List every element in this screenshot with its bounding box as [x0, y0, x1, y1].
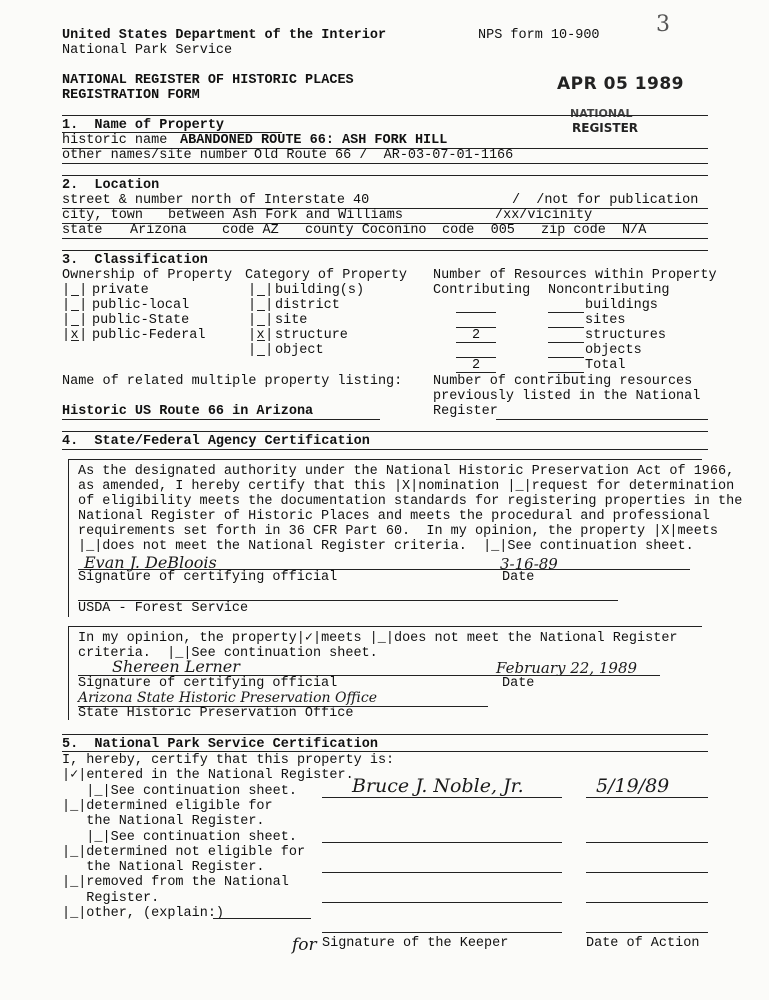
form-title: REGISTRATION FORM	[62, 88, 200, 103]
ownership-option: public-State	[92, 313, 190, 328]
city-value: between Ash Fork and Williams	[168, 208, 403, 223]
action-date: 5/19/89	[596, 775, 670, 797]
action-label: Date of Action	[586, 936, 700, 951]
ownership-option: public-local	[92, 298, 190, 313]
section-4-rule	[62, 431, 708, 432]
category-checkbox: | |	[248, 298, 274, 313]
checkbox-underline	[71, 310, 79, 311]
office-label: State Historic Preservation Office	[78, 706, 354, 721]
nps-line: |_|other, (explain:)	[62, 906, 225, 921]
contributing-blank	[456, 372, 496, 373]
certifying-signature-1: Evan J. DeBloois	[84, 553, 217, 572]
category-heading: Category of Property	[245, 268, 408, 283]
nps-line: |✓|entered in the National Register.	[62, 768, 354, 784]
other-names-line	[62, 163, 708, 164]
section-5-heading-rule	[62, 751, 708, 752]
keeper-label: Signature of the Keeper	[322, 936, 509, 951]
category-option: building(s)	[275, 283, 365, 298]
checkbox-underline	[71, 325, 79, 326]
section-5-heading: 5. National Park Service Certification	[62, 737, 378, 752]
checkbox-underline	[257, 310, 265, 311]
keeper-line-1	[322, 797, 562, 798]
nps-line: Register.	[62, 890, 160, 906]
opinion-box-left	[68, 626, 69, 720]
nps-line: |_|See continuation sheet.	[62, 829, 297, 845]
resource-type: sites	[585, 313, 626, 328]
section-1-rule	[62, 115, 708, 116]
ownership-option: private	[92, 283, 149, 298]
section-2-heading: 2. Location	[62, 178, 160, 193]
stamp-register: REGISTER	[572, 121, 639, 135]
section-4-heading: 4. State/Federal Agency Certification	[62, 434, 370, 449]
section-1-heading: 1. Name of Property	[62, 118, 225, 133]
checkbox-underline	[257, 295, 265, 296]
previously-listed-2: previously listed in the National	[433, 389, 701, 404]
office-handwritten: Arizona State Historic Preservation Office	[78, 690, 378, 706]
county: county Coconino	[305, 223, 427, 238]
noncontributing-label: Noncontributing	[548, 283, 670, 298]
certification-line: As the designated authority under the National Historic Preservation Act of 1966,	[78, 464, 735, 479]
contributing-count: 2	[471, 328, 481, 343]
resource-type: buildings	[585, 298, 658, 313]
noncontributing-blank	[548, 327, 584, 328]
certification-line: |_|does not meet the National Register criteria. |_|See continuation sheet.	[78, 539, 694, 554]
section-2-rule	[62, 175, 708, 176]
resource-type: Total	[585, 358, 626, 373]
nps-line: |_|determined not eligible for	[62, 844, 306, 860]
street-label: street & number	[62, 193, 184, 208]
contributing-blank	[456, 342, 496, 343]
category-checkbox: | |	[248, 343, 274, 358]
category-option: site	[275, 313, 308, 328]
action-line-5	[586, 932, 708, 933]
multiple-listing-value: Historic US Route 66 in Arizona	[62, 404, 314, 419]
nps-line: the National Register.	[62, 814, 265, 830]
date-1-label: Date	[502, 570, 535, 585]
county-code: code 005	[442, 223, 515, 238]
city-label: city, town	[62, 208, 144, 223]
checkbox-mark: x	[256, 328, 265, 343]
action-line-4	[586, 902, 708, 903]
checkbox-mark: x	[70, 328, 79, 343]
opinion-line-1: In my opinion, the property|✓|meets |_|does not meet the National Register	[78, 631, 678, 646]
historic-name-label: historic name	[62, 133, 168, 148]
ownership-heading: Ownership of Property	[62, 268, 233, 283]
service-name: National Park Service	[62, 43, 233, 58]
section-5-rule	[62, 734, 708, 735]
keeper-line-2	[322, 842, 562, 843]
noncontributing-blank	[548, 342, 584, 343]
certification-line: National Register of Historic Places and meets the procedural and professional	[78, 509, 710, 524]
nps-line: the National Register.	[62, 860, 265, 876]
zip-code: zip code N/A	[541, 223, 647, 238]
ownership-option: public-Federal	[92, 328, 206, 343]
nps-line: |_|determined eligible for	[62, 798, 273, 814]
category-checkbox: | |	[248, 313, 274, 328]
keeper-line-5	[322, 932, 562, 933]
action-line-1	[586, 797, 708, 798]
category-checkbox: | |	[248, 283, 274, 298]
form-number: NPS form 10-900	[478, 28, 600, 43]
nps-line: I, hereby, certify that this property is:	[62, 753, 395, 768]
previously-listed-3: Register	[433, 404, 498, 419]
other-explain-line	[213, 918, 311, 919]
contributing-label: Contributing	[433, 283, 531, 298]
ownership-checkbox: | |	[62, 313, 88, 328]
other-names-value: Old Route 66 / AR-03-07-01-1166	[254, 148, 514, 163]
cert-box-left	[68, 459, 69, 617]
keeper-signature: Bruce J. Noble, Jr.	[352, 775, 524, 797]
certifying-signature-2: Shereen Lerner	[112, 657, 240, 676]
category-option: district	[275, 298, 340, 313]
agency-name: USDA - Forest Service	[78, 601, 249, 616]
nps-line: |_|See continuation sheet.	[62, 783, 297, 799]
corner-mark: 3	[656, 12, 670, 37]
department-name: United States Department of the Interior	[62, 28, 387, 43]
opinion-line-2: criteria. |_|See continuation sheet.	[78, 646, 378, 661]
resource-type: objects	[585, 343, 642, 358]
resources-heading: Number of Resources within Property	[433, 268, 717, 283]
contributing-blank	[456, 312, 496, 313]
date-2-label: Date	[502, 676, 535, 691]
nps-line: |_|removed from the National	[62, 875, 289, 891]
resource-type: structures	[585, 328, 667, 343]
state-value: Arizona	[130, 223, 187, 238]
noncontributing-blank	[548, 372, 584, 373]
category-checkbox: |x|	[248, 328, 274, 343]
checkbox-underline	[71, 295, 79, 296]
certification-line: of eligibility meets the documentation standards for registering properties in the	[78, 494, 743, 509]
vicinity: /xx/vicinity	[495, 208, 593, 223]
checkbox-underline	[257, 355, 265, 356]
action-line-2	[586, 842, 708, 843]
keeper-line-3	[322, 872, 562, 873]
ownership-checkbox: |x|	[62, 328, 88, 343]
not-for-publication: / /not for publication	[512, 193, 699, 208]
stamp-national: NATIONAL	[570, 107, 633, 120]
for-handwritten: for	[292, 935, 317, 955]
signature-2-label: Signature of certifying official	[78, 676, 338, 691]
opinion-box-top	[68, 626, 702, 627]
cert-box-top	[68, 459, 702, 460]
previously-listed-line	[496, 419, 708, 420]
street-value: north of Interstate 40	[191, 193, 370, 208]
checkbox-underline	[257, 325, 265, 326]
certification-line: requirements set forth in 36 CFR Part 60. In my opinion, the property |X|meets	[78, 524, 719, 539]
multiple-listing-label: Name of related multiple property listing:	[62, 374, 403, 389]
certifying-date-1: 3-16-89	[500, 555, 558, 573]
state-line	[62, 238, 708, 239]
multiple-listing-line	[62, 419, 380, 420]
ownership-checkbox: | |	[62, 298, 88, 313]
state-code: code AZ	[222, 223, 279, 238]
other-names-label: other names/site number	[62, 148, 249, 163]
section-3-rule	[62, 250, 708, 251]
state-label: state	[62, 223, 103, 238]
certifying-date-2: February 22, 1989	[496, 659, 638, 677]
checkbox-underline	[257, 340, 265, 341]
signature-1-label: Signature of certifying official	[78, 570, 338, 585]
historic-name-value: ABANDONED ROUTE 66: ASH FORK HILL	[180, 133, 448, 148]
section-4-heading-rule	[62, 449, 708, 450]
contributing-count: 2	[471, 358, 481, 373]
certification-line: as amended, I hereby certify that this |X|nomination |_|request for determination	[78, 479, 735, 494]
action-line-3	[586, 872, 708, 873]
section-3-heading: 3. Classification	[62, 253, 208, 268]
noncontributing-blank	[548, 357, 584, 358]
checkbox-underline	[71, 340, 79, 341]
noncontributing-blank	[548, 312, 584, 313]
register-title: NATIONAL REGISTER OF HISTORIC PLACES	[62, 73, 354, 88]
received-date-stamp: APR 05 1989	[557, 74, 685, 94]
category-option: object	[275, 343, 324, 358]
previously-listed-1: Number of contributing resources	[433, 374, 693, 389]
keeper-line-4	[322, 902, 562, 903]
category-option: structure	[275, 328, 348, 343]
ownership-checkbox: | |	[62, 283, 88, 298]
